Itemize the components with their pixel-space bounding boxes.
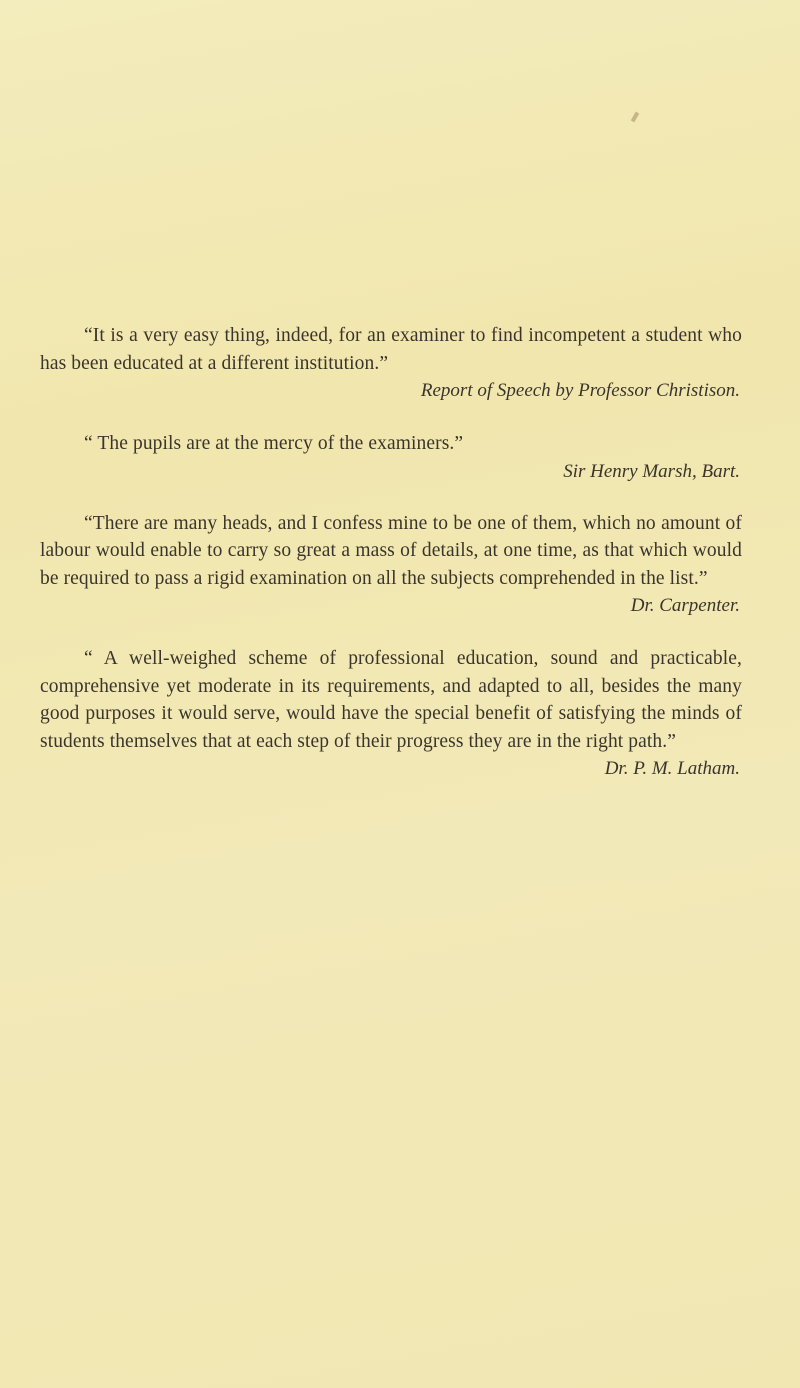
- quote-attribution: Dr. Carpenter.: [630, 595, 740, 616]
- quote-text: “There are many heads, and I confess mine to be one of them, which no amount of labour would enable to carry so great a mass of details, at one time, as that which would be required to pass a rigid examination on all the subjects comprehended in the list.”: [40, 512, 742, 589]
- quote-text: “ A well-weighed scheme of professional education, sound and practicable, comprehensive yet moderate in its requirements, and adapted to all, besides the many good purposes it would serve, would have the special benefit of satisfying the minds of students themselves that at each step of their progress they are in the right path.”: [40, 648, 742, 752]
- quote-block-carpenter: [40, 510, 742, 620]
- quotations-page: [40, 322, 742, 782]
- quote-attribution: Sir Henry Marsh, Bart.: [563, 460, 740, 482]
- quote-block-latham: [40, 645, 742, 782]
- quote-text: “ The pupils are at the mercy of the examiners.”: [84, 433, 464, 454]
- quote-attribution: Report of Speech by Professor Christison.: [420, 380, 740, 401]
- quote-block-marsh: [40, 430, 742, 485]
- quote-block-christison: [40, 322, 742, 404]
- quote-text: “It is a very easy thing, indeed, for an examiner to find incompetent a student who has been educated at a different institution.”: [40, 325, 742, 374]
- ink-speck: [631, 112, 639, 123]
- quote-attribution: Dr. P. M. Latham.: [604, 758, 740, 779]
